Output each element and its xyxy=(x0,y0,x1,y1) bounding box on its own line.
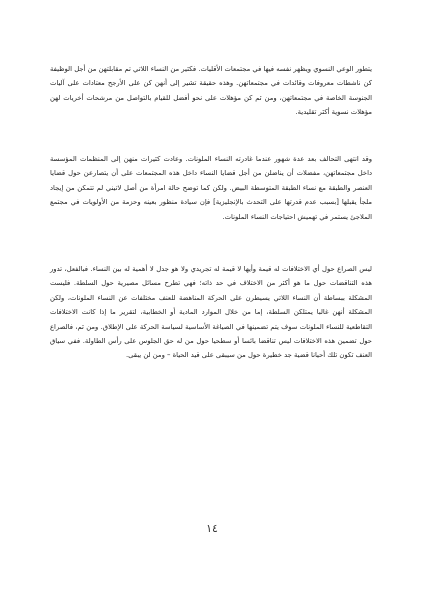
paragraph-2: وقد انتهى التحالف بعد عدة شهور عندما غادرته النساء الملونات. وعادت كثيرات منهن إلى المنظمات المؤسسة داخل مجتمعاتهن، مفضلات أن يناضلن من أجل قضايا النساء داخل هذه المجتمعات على أن يتصارعن حول قضايا العنصر والطبقة مع نساء الطبقة المتوسطة البيض. ولكن كما توضح حالة امرأة من أصل لاتيني لم تتمكن من إيجاد ملجأ يقبلها [بسبب عدم قدرتها على التحدث بالإنجليزية] فإن سيادة منظور بعينه وحزمة من الأولويات في مجتمع الملاجئ يستمر في تهميش احتياجات النساء الملونات. xyxy=(50,155,372,221)
paragraph-1: يتطور الوعي النسوي ويظهر نفسه فيها في مجتمعات الأقليات. فكثير من النساء اللاتي تم مقابلتهن من أجل الوظيفة كن ناشطات معروفات وقائدات في مجتمعاتهن. وهذه حقيقة تشير إلى أنهن كن على الأرجح معتادات على آليات الجنوسة الخاصة في مجتمعاتهن، ومن ثم كن مؤهلات على نحو أفضل للقيام بالتواصل من مرشحات أخريات لهن مؤهلات نسوية أكثر تقليدية. xyxy=(50,65,372,117)
paragraph-3: ليس الصراع حول أي الاختلافات له قيمة وأيها لا قيمة له تجريدي ولا هو جدل لا أهمية له بين النساء. فبالفعل، تدور هذه التناقضات حول ما هو أكثر من الاختلاف في حد ذاته؛ فهي تطرح مسائل مصيرية حول السلطة. فليست المشكلة ببساطة أن النساء اللاتي يسيطرن على الحركة المناهضة للعنف مختلفات عن النساء الملونات، ولكن المشكلة أنهن غالبا يمتلكن السلطة، إما من خلال الموارد المادية أو الخطابية، لتقرير ما إذا كانت الاختلافات التقاطعية للنساء الملونات سوف يتم تضمينها في الصياغة الأساسية لسياسة الحركة على الإطلاق. ومن ثم، فالصراع حول تضمين هذه الاختلافات ليس تناقضا بائسا أو سطحيا حول من له حق الجلوس على رأس الطاولة. ففي سياق العنف تكون تلك أحيانا قضية جد خطيرة حول من سيبقى على قيد الحياة – ومن لن يبقى. xyxy=(50,265,372,360)
page-number: ١٤ xyxy=(206,522,218,535)
